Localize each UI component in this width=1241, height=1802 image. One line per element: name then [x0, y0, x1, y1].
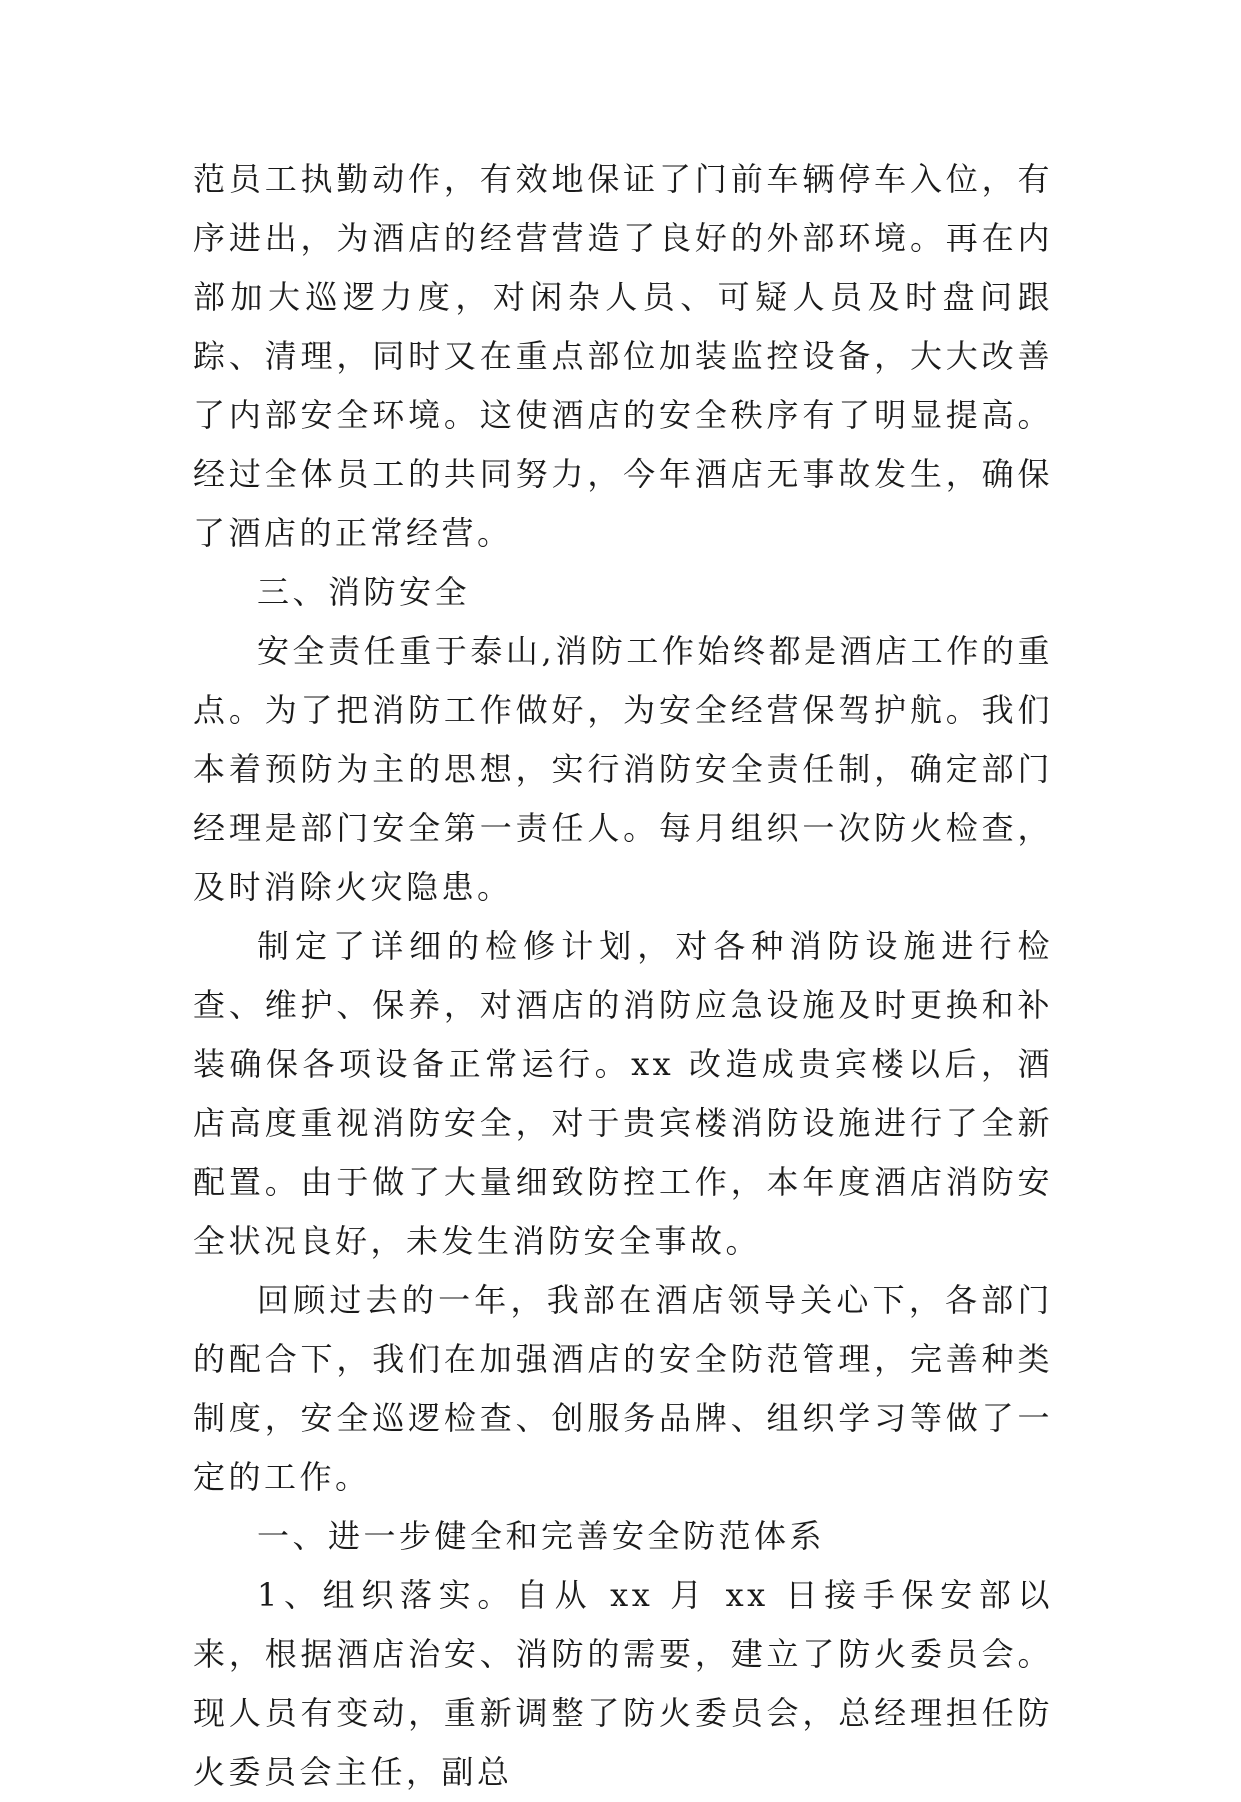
section-heading-security-system: 一、进一步健全和完善安全防范体系: [257, 1517, 826, 1555]
paragraph-organization: 1、组织落实。自从 xx 月 xx 日接手保安部以来，根据酒店治安、消防的需要，建立了防火委员会。现人员有变动，重新调整了防火委员会，总经理担任防火委员会主任，副总: [193, 1576, 1053, 1791]
paragraph-year-review: 回顾过去的一年，我部在酒店领导关心下，各部门的配合下，我们在加强酒店的安全防范管理，完善种类制度，安全巡逻检查、创服务品牌、组织学习等做了一定的工作。: [193, 1281, 1053, 1496]
paragraph-fire-safety-responsibility: 安全责任重于泰山,消防工作始终都是酒店工作的重点。为了把消防工作做好，为安全经营保驾护航。我们本着预防为主的思想，实行消防安全责任制，确定部门经理是部门安全第一责任人。每月组织一次防火检查，及时消除火灾隐患。: [193, 632, 1053, 906]
document-body: [193, 150, 1053, 1802]
section-heading-fire-safety: 三、消防安全: [257, 573, 471, 611]
paragraph-maintenance-plan: 制定了详细的检修计划，对各种消防设施进行检查、维护、保养，对酒店的消防应急设施及时更换和补装确保各项设备正常运行。xx 改造成贵宾楼以后，酒店高度重视消防安全，对于贵宾楼消防设施进行了全新配置。由于做了大量细致防控工作，本年度酒店消防安全状况良好，未发生消防安全事故。: [193, 927, 1053, 1260]
paragraph-continuation: 范员工执勤动作，有效地保证了门前车辆停车入位，有序进出，为酒店的经营营造了良好的外部环境。再在内部加大巡逻力度，对闲杂人员、可疑人员及时盘问跟踪、清理，同时又在重点部位加装监控设备，大大改善了内部安全环境。这使酒店的安全秩序有了明显提高。经过全体员工的共同努力，今年酒店无事故发生，确保了酒店的正常经营。: [193, 160, 1053, 552]
